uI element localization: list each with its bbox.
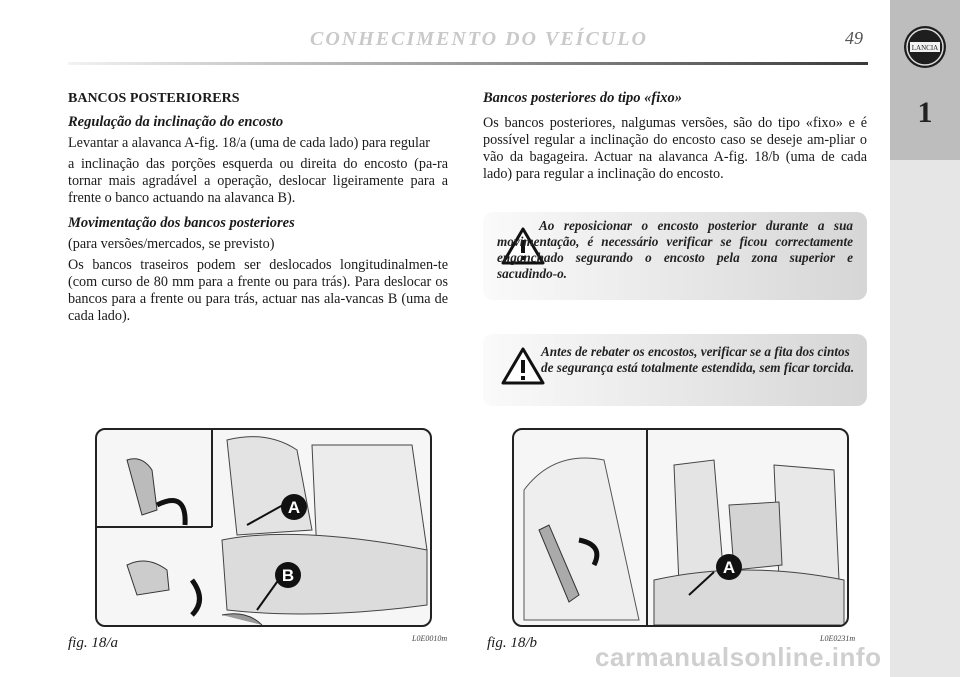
header-divider xyxy=(68,62,868,65)
left-column xyxy=(68,90,448,329)
paragraph-recline-1: Levantar a alavanca A-fig. 18/a (uma de cada lado) para regular xyxy=(68,135,430,151)
callout-a-marker xyxy=(714,552,744,582)
rear-seat-illustration xyxy=(97,430,430,625)
warning-text-seatbelt: Antes de rebater os encostos, verificar se a fita dos cintos de segurança está totalmente estendida, sem ficar torcida. xyxy=(541,344,855,375)
chapter-side-tab xyxy=(890,0,960,677)
section-title: BANCOS POSTERIORERS xyxy=(68,91,240,106)
svg-text:A: A xyxy=(722,558,736,577)
warning-box-seatbelt xyxy=(483,334,867,406)
subsection-title-recline: Regulação da inclinação do encosto xyxy=(68,114,284,130)
page-number: 49 xyxy=(845,28,863,48)
fixed-seat-illustration xyxy=(514,430,847,625)
figure-caption-18a: fig. 18/a xyxy=(68,635,119,651)
page-header-title: CONHECIMENTO DO VEÍCULO xyxy=(310,28,648,50)
svg-text:A: A xyxy=(287,498,301,517)
availability-note: (para versões/mercados, se previsto) xyxy=(68,236,275,252)
warning-text-reposition: Ao reposicionar o encosto posterior durante a sua movimentação, é necessário verificar se ficou correctamente enganchado segurando o encosto pela zona superior e sacudindo-o. xyxy=(497,218,853,281)
figure-code-18a: L0E0010m xyxy=(412,634,448,643)
paragraph-recline-2: a inclinação das porções esquerda ou direita do encosto (pa-ra tornar mais agradável a operação, deslocar ligeiramente para a frente o banco actuando na alavanca B). xyxy=(68,156,448,206)
figure-caption-18b: fig. 18/b xyxy=(487,635,538,651)
svg-text:B: B xyxy=(281,566,295,585)
side-tab-header xyxy=(890,0,960,160)
warning-triangle-icon xyxy=(501,346,545,386)
svg-text:LANCIA: LANCIA xyxy=(911,44,939,52)
right-column xyxy=(483,90,867,187)
paragraph-fixed: Os bancos posteriores, nalgumas versões, são do tipo «fixo» e é possível regular a inclinação do encosto caso se deseje am-pliar o vão da bagageira. Actuar na alavanca A-fig. 18/b (uma de cada lado) para regular a inclinação do encosto. xyxy=(483,115,867,182)
callout-a-marker xyxy=(279,492,309,522)
figure-18a-rear-seats xyxy=(95,428,432,627)
lancia-logo xyxy=(902,24,948,70)
figure-code-18b: L0E0231m xyxy=(820,634,856,643)
subsection-title-fixed: Bancos posteriores do tipo «fixo» xyxy=(483,90,682,106)
figure-18b-fixed-seats xyxy=(512,428,849,627)
chapter-number: 1 xyxy=(917,96,933,129)
callout-b-marker xyxy=(273,560,303,590)
paragraph-movement: Os bancos traseiros podem ser deslocados longitudinalmen-te (com curso de 80 mm para a frente ou para trás). Para deslocar os bancos para a frente ou para trás, actuar nas ala-vancas B (uma de cada lado). xyxy=(68,257,448,324)
subsection-title-movement: Movimentação dos bancos posteriores xyxy=(68,215,295,231)
watermark: carmanualsonline.info xyxy=(595,642,882,672)
warning-box-reposition xyxy=(483,212,867,300)
